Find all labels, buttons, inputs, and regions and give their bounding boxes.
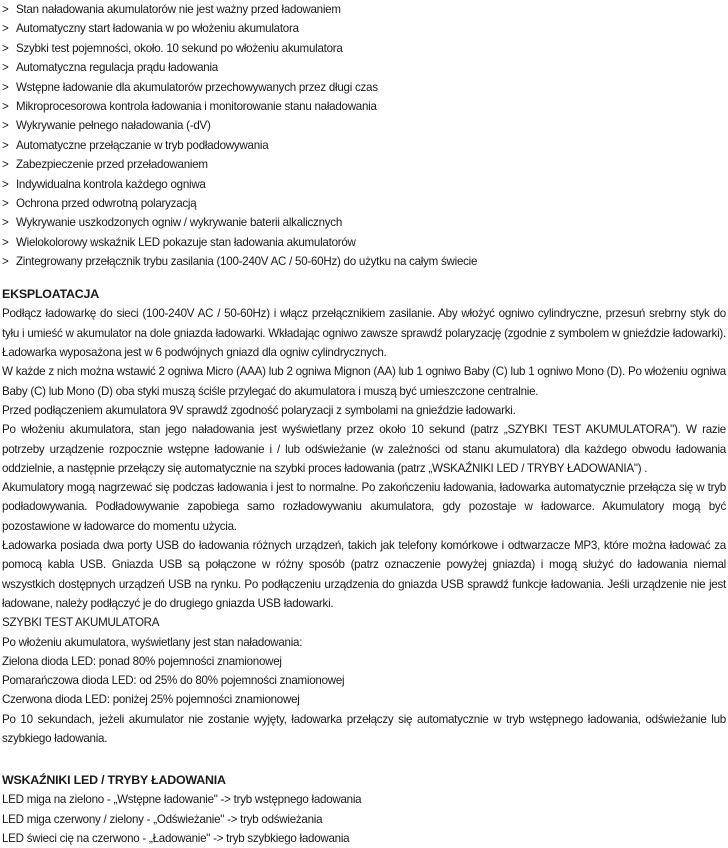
feature-text: Stan naładowania akumulatorów nie jest ważny przed ładowaniem <box>15 3 341 16</box>
feature-item <box>2 213 724 232</box>
bullet-arrow: > <box>2 80 9 94</box>
led-red-line: Czerwona dioda LED: poniżej 25% pojemności znamionowej <box>2 693 300 707</box>
feature-item <box>2 175 724 194</box>
bullet-arrow: > <box>2 22 9 36</box>
feature-item <box>2 39 724 58</box>
feature-item <box>2 78 724 97</box>
feature-text: Indywidualna kontrola każdego ogniwa <box>15 177 206 191</box>
feature-item <box>2 97 724 116</box>
bullet-arrow: > <box>2 216 9 230</box>
feature-text: Wstępne ładowanie dla akumulatorów przechowywanych przez długi czas <box>15 80 378 94</box>
paragraph-usb: Ładowarka posiada dwa porty USB do ładowania różnych urządzeń, takich jak telefony komórkowe i odtwarzacze MP3, które można ładować za pomocą kabla USB. Gniazda USB są połączone w różny sposób (patrz oznaczenie powyżej gniazda) i mogą służyć do ładowania niemal wszystkich dostępnych urządzeń USB na rynku. Po podłączeniu urządzenia do gniazda USB sprawdź funkcje ładowania. Jeśli urządzenie nie jest ładowane, należy podłączyć je do drugiego gniazda USB ładowarki. <box>2 539 726 610</box>
feature-text: Wykrywanie uszkodzonych ogniw / wykrywanie baterii alkalicznych <box>15 216 343 230</box>
paragraph-cell-sizes: W każde z nich można wstawić 2 ogniwa Micro (AAA) lub 2 ogniwa Mignon (AA) lub 1 ogniwo Baby (C) lub 1 ogniwo Mono (D). Po włożeniu ogniwa Baby (C) lub Mono (D) oba styki muszą ściśle przylegać do akumulatora i muszą być umieszczone centralnie. <box>2 365 726 398</box>
feature-text: Szybki test pojemności, około. 10 sekund po włożeniu akumulatora <box>15 41 343 55</box>
paragraph-after-10s: Po 10 sekundach, jeżeli akumulator nie zostanie wyjęty, ładowarka przełączy się automatycznie w tryb wstępnego ładowania, odświeżanie lub szybkiego ładowania. <box>2 712 726 745</box>
led-orange-line: Pomarańczowa dioda LED: od 25% do 80% pojemności znamionowej <box>2 674 345 688</box>
bullet-arrow: > <box>2 158 9 172</box>
feature-item <box>2 252 724 271</box>
feature-item <box>2 116 724 135</box>
feature-item <box>2 155 724 174</box>
feature-item <box>2 0 724 19</box>
quick-test-intro: Po włożeniu akumulatora, wyświetlany jest stan naładowania: <box>2 635 303 649</box>
bullet-arrow: > <box>2 255 9 269</box>
paragraph-heating: Akumulatory mogą nagrzewać się podczas ładowania i jest to normalne. Po zakończeniu ładowania, ładowarka automatycznie przełącza się w tryb podładowywania. Podładowywanie zapobiega samo rozładowywaniu akumulatora, gdy pozostaje w ładowarce. Akumulatory mogą być pozostawione w ładowarce do momentu użycia. <box>2 481 726 533</box>
feature-text: Automatyczna regulacja prądu ładowania <box>15 61 218 75</box>
feature-text: Wielokolorowy wskaźnik LED pokazuje stan ładowania akumulatorów <box>15 235 356 249</box>
feature-item <box>2 233 724 252</box>
led-mode-precharge: LED miga na zielono - „Wstępne ładowanie" -> tryb wstępnego ładowania <box>2 793 362 807</box>
paragraph-charge-status: Po włożeniu akumulatora, stan jego naładowania jest wyświetlany przez około 10 sekund (patrz „SZYBKI TEST AKUMULATORA"). W razie potrzeby urządzenie rozpocznie wstępne ładowanie i / lub odświeżanie (w zależności od stanu akumulatora) dla każdego obwodu ładowania oddzielnie, a następnie przełączy się automatycznie na szybki proces ładowania (patrz „WSKAŹNIKI LED / TRYBY ŁADOWANIA") . <box>2 423 726 475</box>
feature-item <box>2 136 724 155</box>
bullet-arrow: > <box>2 41 9 55</box>
feature-item <box>2 194 724 213</box>
feature-text: Automatyczne przełączanie w tryb podładowywania <box>15 138 269 152</box>
led-green-line: Zielona dioda LED: ponad 80% pojemności znamionowej <box>2 654 282 668</box>
feature-text: Zintegrowany przełącznik trybu zasilania (100-240V AC / 50-60Hz) do użytku na całym świecie <box>15 255 478 269</box>
paragraph-connect: Podłącz ładowarkę do sieci (100-240V AC / 50-60Hz) i włącz przełącznikiem zasilanie. Aby włożyć ogniwo cylindryczne, przesuń srebrny styk do tyłu i umieść w akumulator na dole gniazda ładowarki. Wkładając ogniwo zawsze sprawdź polaryzację (zgodnie z symbolem w gnieździe ładowarki). Ładowarka wyposażona jest w 6 podwójnych gniazd dla ogniw cylindrycznych. <box>2 307 726 360</box>
subheading-quick-test: SZYBKI TEST AKUMULATORA <box>2 616 160 630</box>
feature-list <box>2 0 726 271</box>
feature-text: Wykrywanie pełnego naładowania (-dV) <box>15 119 211 133</box>
bullet-arrow: > <box>2 138 9 152</box>
section-heading-eksploatacja: EKSPLOATACJA <box>2 287 99 302</box>
bullet-arrow: > <box>2 3 9 16</box>
section-heading-led-modes: WSKAŹNIKI LED / TRYBY ŁADOWANIA <box>2 773 226 788</box>
bullet-arrow: > <box>2 235 9 249</box>
bullet-arrow: > <box>2 61 9 75</box>
bullet-arrow: > <box>2 196 9 210</box>
feature-text: Zabezpieczenie przed przeładowaniem <box>15 158 208 172</box>
led-mode-refresh: LED miga czerwony / zielony - „Odświeżanie" -> tryb odświeżania <box>2 812 323 826</box>
led-mode-fast-charge: LED świeci cię na czerwono - „Ładowanie" -> tryb szybkiego ładowania <box>2 831 350 845</box>
feature-item <box>2 19 724 38</box>
paragraph-9v-polarity: Przed podłączeniem akumulatora 9V sprawdź zgodność polaryzacji z symbolami na gnieździe ładowarki. <box>2 403 516 417</box>
feature-item <box>2 58 724 77</box>
bullet-arrow: > <box>2 119 9 133</box>
document-page <box>2 0 726 848</box>
bullet-arrow: > <box>2 99 9 113</box>
feature-text: Automatyczny start ładowania w po włożeniu akumulatora <box>15 22 299 36</box>
bullet-arrow: > <box>2 177 9 191</box>
feature-text: Ochrona przed odwrotną polaryzacją <box>15 196 197 210</box>
feature-text: Mikroprocesorowa kontrola ładowania i monitorowanie stanu naładowania <box>15 99 377 113</box>
